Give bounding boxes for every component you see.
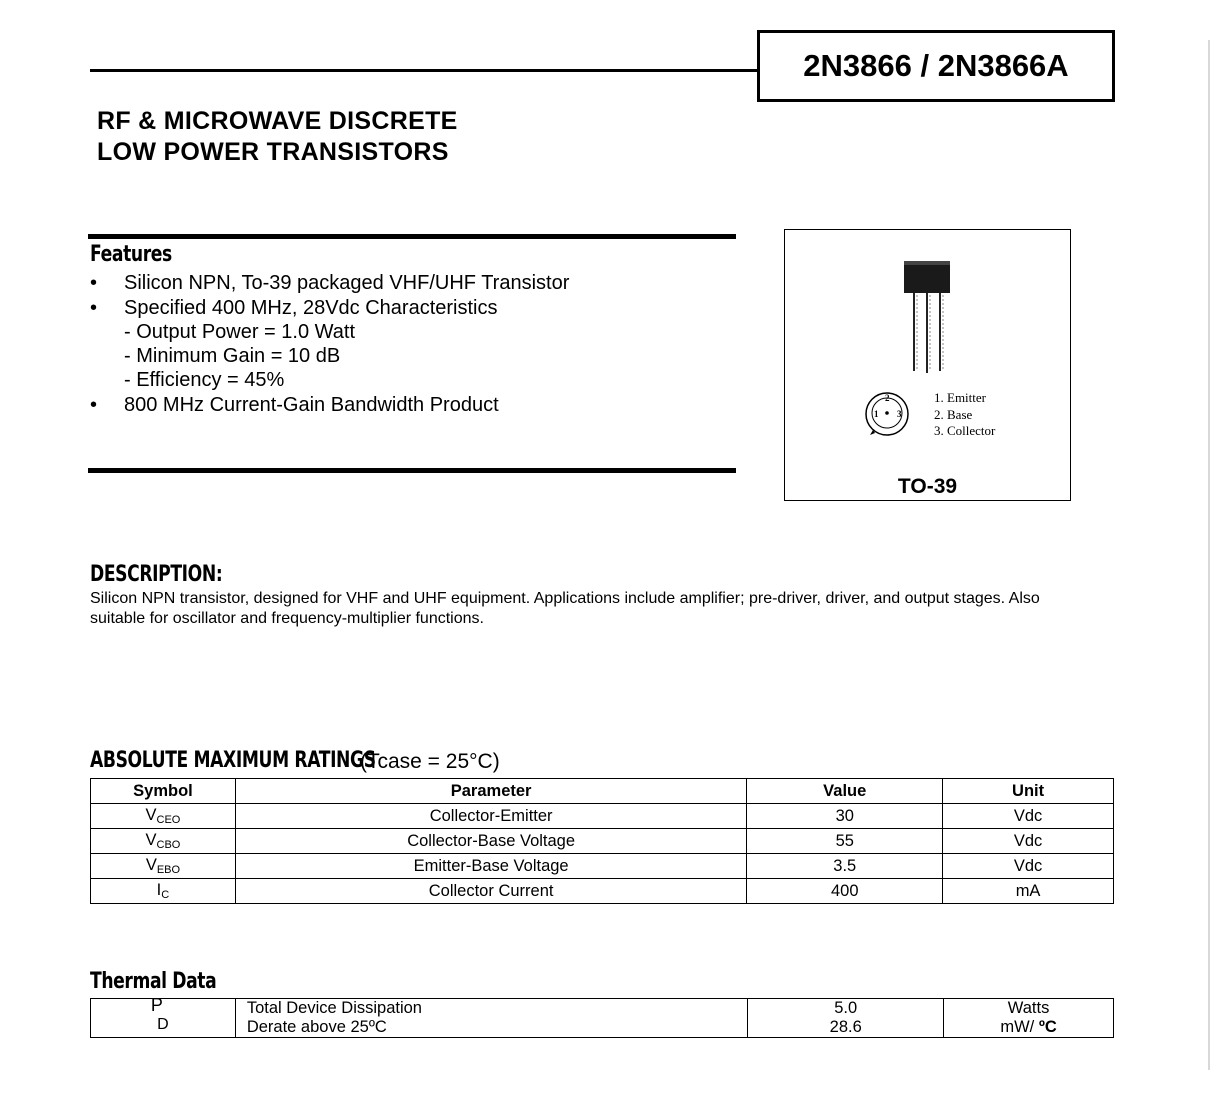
- description-title: DESCRIPTION:: [90, 562, 223, 587]
- thermal-title: Thermal Data: [90, 969, 217, 994]
- cell-value: 30: [747, 804, 943, 829]
- table-row: [91, 804, 1114, 829]
- pin-legend-base: 2. Base: [934, 406, 973, 422]
- ratings-title: ABSOLUTE MAXIMUM RATINGS: [90, 748, 376, 773]
- table-row: [91, 829, 1114, 854]
- package-leads: [914, 293, 940, 373]
- ratings-condition: (Tcase = 25°C): [360, 750, 500, 773]
- package-can-top: [904, 261, 950, 265]
- features-rule-bottom: [88, 468, 736, 473]
- pin-number-2: 2: [885, 393, 890, 403]
- value-line-2: 28.6: [829, 1018, 862, 1036]
- cell-parameter: Collector Current: [235, 879, 746, 904]
- bullet-icon: •: [90, 394, 98, 416]
- cell-unit: Vdc: [943, 829, 1114, 854]
- table-row: [91, 999, 1114, 1038]
- header-unit: Unit: [943, 779, 1114, 804]
- subtitle-line-2: LOW POWER TRANSISTORS: [97, 138, 449, 166]
- cell-value: 3.5: [747, 854, 943, 879]
- package-can: [904, 261, 950, 293]
- transistor-package-illustration: [784, 229, 1071, 501]
- header-parameter: Parameter: [235, 779, 746, 804]
- table-header-row: [91, 779, 1114, 804]
- features-title: Features: [90, 242, 172, 267]
- subtitle-line-1: RF & MICROWAVE DISCRETE: [97, 107, 458, 135]
- cell-value: 400: [747, 879, 943, 904]
- cell-symbol: $I_C$: [91, 879, 236, 904]
- pin-numbers: [874, 393, 902, 419]
- value-line-1: 5.0: [834, 999, 858, 1017]
- features-rule-top: [88, 234, 736, 239]
- cell-symbol: P D: [91, 999, 236, 1038]
- pin-legend-emitter: 1. Emitter: [934, 390, 986, 405]
- pin-legend: [934, 390, 995, 440]
- cell-parameter: [235, 999, 748, 1038]
- cell-unit: Vdc: [943, 854, 1114, 879]
- cell-unit: mA: [943, 879, 1114, 904]
- unit-line-2: mW/ ºC: [1000, 1018, 1057, 1036]
- cell-unit: Vdc: [943, 804, 1114, 829]
- description-text: Silicon NPN transistor, designed for VHF and UHF equipment. Applications include amplifier; pre-driver, driver, and output stages. Also suitable for oscillator and frequency-multiplier functions.: [90, 590, 1040, 627]
- param-line-2: Derate above 25ºC: [246, 1018, 387, 1036]
- package-name: TO-39: [897, 475, 958, 498]
- cell-value: 55: [747, 829, 943, 854]
- pin-number-3: 3: [897, 409, 902, 419]
- cell-parameter: Collector-Emitter: [235, 804, 746, 829]
- pin-legend-collector: 3. Collector: [934, 423, 996, 438]
- cell-value: [748, 999, 944, 1038]
- cell-symbol: $V_{CEO}$: [91, 804, 236, 829]
- cell-unit: [944, 999, 1114, 1038]
- ratings-table: [90, 778, 1114, 904]
- unit-line-1: Watts: [1007, 999, 1050, 1017]
- part-number-box: [757, 30, 1115, 102]
- scan-edge-line: [1208, 40, 1210, 1070]
- param-line-1: Total Device Dissipation: [246, 999, 422, 1017]
- feature-sub-text: - Output Power = 1.0 Watt: [124, 321, 356, 343]
- product-subtitle: [97, 106, 458, 168]
- table-row: [91, 854, 1114, 879]
- header-rule: [90, 69, 758, 72]
- feature-text: Silicon NPN, To-39 packaged VHF/UHF Transistor: [124, 272, 570, 294]
- cell-parameter: Collector-Base Voltage: [235, 829, 746, 854]
- feature-sub-text: - Efficiency = 45%: [124, 369, 285, 391]
- table-row: [91, 879, 1114, 904]
- part-number: 2N3866 / 2N3866A: [803, 48, 1069, 83]
- cell-symbol: $V_{CBO}$: [91, 829, 236, 854]
- feature-text: 800 MHz Current-Gain Bandwidth Product: [124, 394, 499, 416]
- feature-sub-text: - Minimum Gain = 10 dB: [124, 345, 341, 367]
- bullet-icon: •: [90, 272, 98, 294]
- ratings-heading: [90, 748, 500, 773]
- cell-symbol: $V_{EBO}$: [91, 854, 236, 879]
- bullet-icon: •: [90, 297, 98, 319]
- header-symbol: Symbol: [91, 779, 236, 804]
- cell-parameter: Emitter-Base Voltage: [235, 854, 746, 879]
- thermal-table: [90, 995, 1114, 1038]
- feature-text: Specified 400 MHz, 28Vdc Characteristics: [124, 297, 498, 319]
- header-value: Value: [747, 779, 943, 804]
- pin-number-1: 1: [874, 409, 879, 419]
